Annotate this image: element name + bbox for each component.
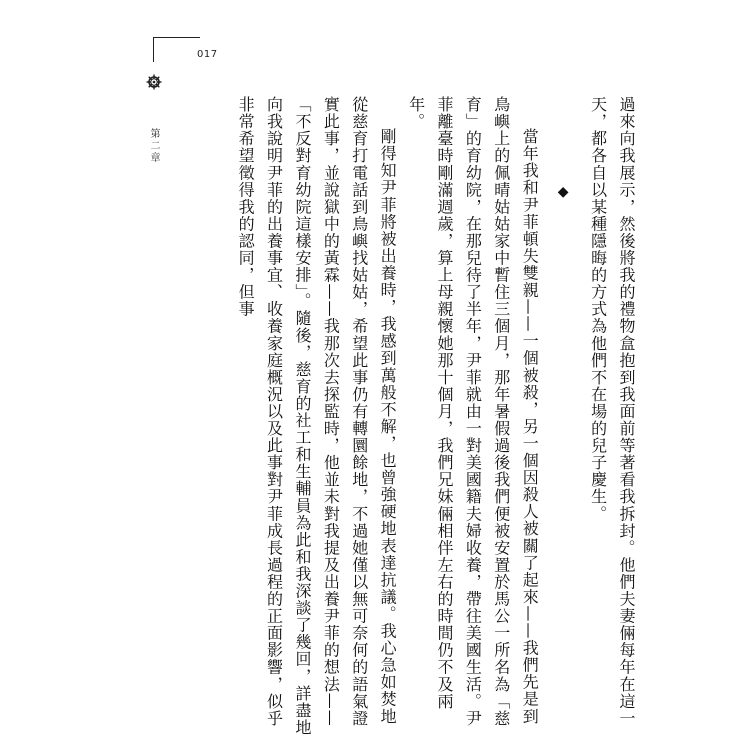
body-text [120, 96, 640, 736]
dharma-wheel-icon [146, 74, 162, 90]
chapter-label: 第二章 [148, 128, 159, 164]
header-rule-horizontal [153, 37, 200, 38]
paragraph-1: 過來向我展示，然後將我的禮物盒抱到我面前等著看我拆封。他們夫妻倆每年在這一天，都各自以某種隱晦的方式為他們不在場的兒子慶生。 [588, 96, 636, 727]
paragraph-2: 當年我和尹菲頓失雙親——一個被殺，另一個因殺人被關了起來——我們先是到鳥嶼上的佩晴姑姑家中暫住三個月，那年暑假過後我們便被安置於馬公一所名為「慈育」的育幼院，在那兒待了半年，尹菲就由一對美國籍夫婦收養，帶往美國生活。尹菲離臺時剛滿週歲，算上母親懷她那十個月，我們兄妹倆相伴左右的時間仍不及兩年。 [406, 96, 540, 727]
section-break-mark: ◆ [555, 184, 572, 202]
header-rule-vertical [153, 37, 154, 62]
paragraph-3: 剛得知尹菲將被出養時，我感到萬般不解，也曾強硬地表達抗議。我心急如焚地從慈育打電話到鳥嶼找姑姑，希望此事仍有轉圜餘地，不過她僅以無可奈何的語氣證實此事，並說獄中的黃霖——我那次去探監時，他並未對我提及出養尹菲的想法——「不反對育幼院這樣安排」。隨後，慈育的社工和生輔員為此和我深談了幾回，詳盡地向我說明尹菲的出養事宜、收養家庭概況以及此事對尹菲成長過程的正面影響，似乎非常希望徵得我的認同，但事 [236, 96, 398, 736]
page-number: 017 [197, 49, 218, 60]
